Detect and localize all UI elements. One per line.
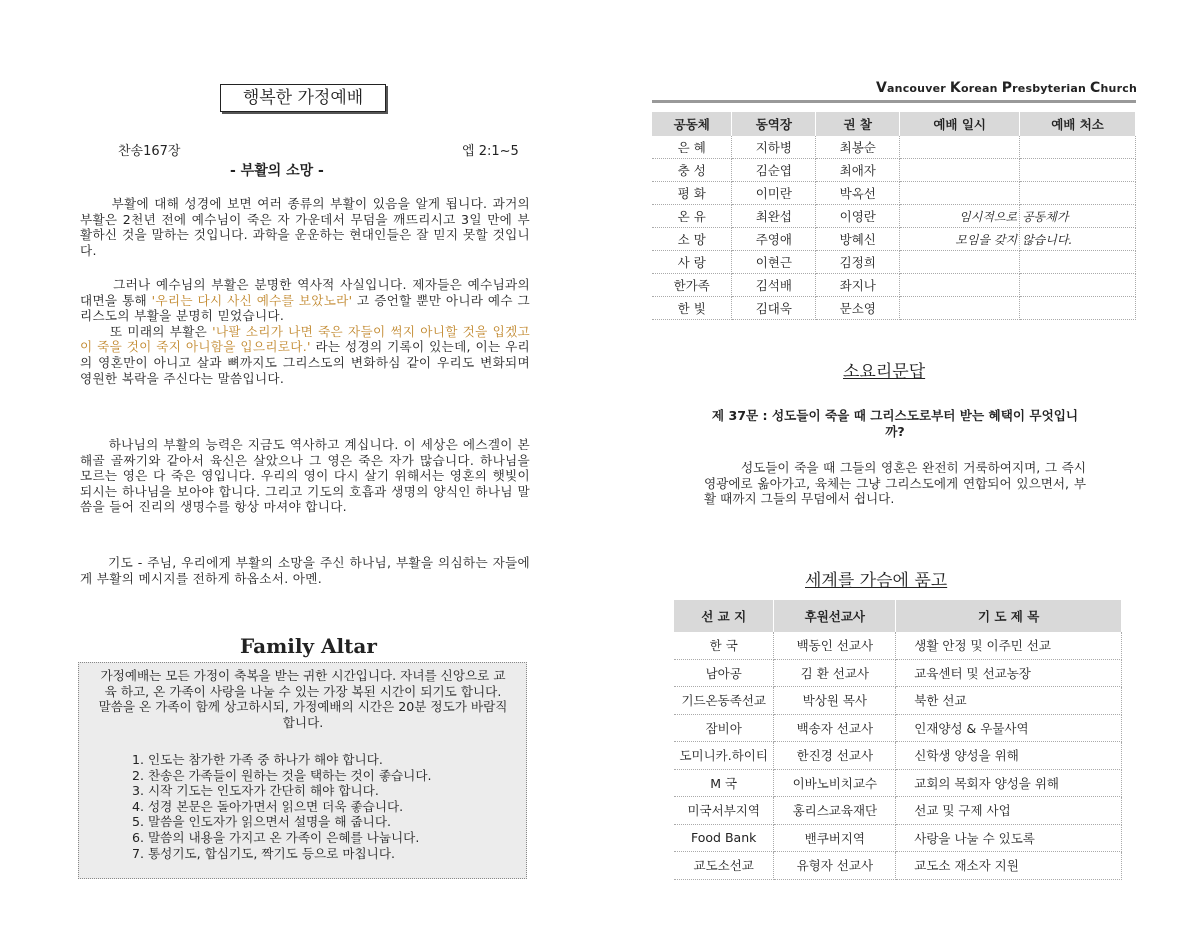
table-row: [674, 797, 1122, 825]
list-item: 2. 찬송은 가족들이 원하는 것을 택하는 것이 좋습니다.: [132, 767, 432, 783]
table-cell: 문소영: [816, 297, 900, 320]
world-mission-title: 세계를 가슴에 품고: [805, 571, 948, 591]
table-row: [652, 205, 1136, 228]
table-cell: 공동체가: [1020, 205, 1136, 228]
table-cell: 미국서부지역: [674, 797, 774, 825]
sermon-paragraph-3: [80, 437, 530, 515]
church-initial: P: [1001, 80, 1013, 96]
table-cell: 최봉순: [816, 136, 900, 159]
table-row: [652, 159, 1136, 182]
table-row: [652, 297, 1136, 320]
table-row: [674, 824, 1122, 852]
table-cell: 사 랑: [652, 251, 732, 274]
church-word: orean: [960, 82, 1002, 95]
table-cell: 밴쿠버지역: [774, 824, 896, 852]
table-cell: [1020, 297, 1136, 320]
table-cell: [1020, 159, 1136, 182]
table-cell: 박상원 목사: [774, 687, 896, 715]
table-cell: 신학생 양성을 위해: [896, 742, 1122, 770]
table-cell: [900, 136, 1020, 159]
table-cell: 최완섭: [732, 205, 816, 228]
church-initial: C: [1090, 80, 1101, 96]
answer-text: 성도들이 죽을 때 그들의 영혼은 완전히 거룩하여지며, 그 즉시 영광에로 옮아가고, 육체는 그냥 그리스도에게 연합되어 있으면서, 부활 때까지 그들의 무덤에서 쉽니다.: [704, 460, 1087, 507]
table-row: [674, 852, 1122, 880]
table-cell: 이바노비치교수: [774, 769, 896, 797]
table-cell: 기드온동족선교: [674, 687, 774, 715]
sermon-title: - 부활의 소망 -: [230, 163, 324, 179]
paragraph-text: 또 미래의 부활은: [109, 323, 213, 339]
column-header: 권 찰: [816, 112, 900, 136]
column-header: 선 교 지: [674, 600, 774, 632]
quoted-scripture: '우리는 다시 사신 예수를 보았노라': [151, 292, 353, 308]
table-cell: 주영애: [732, 228, 816, 251]
catechism-answer: [704, 460, 1086, 507]
table-cell: 유형자 선교사: [774, 852, 896, 880]
sermon-paragraph-2: [80, 277, 530, 386]
table-row: [652, 274, 1136, 297]
table-cell: [900, 159, 1020, 182]
column-header: 예배 일시: [900, 112, 1020, 136]
table-cell: 교육센터 및 선교농장: [896, 659, 1122, 687]
scripture-reference: 엡 2:1~5: [462, 144, 519, 159]
family-altar-intro: 가정예배는 모든 가정이 축복을 받는 귀한 시간입니다. 자녀를 신앙으로 교육 하고, 온 가족이 사랑을 나눌 수 있는 가장 복된 시간이 되기도 합니다. 말씀을 온 가족이 함께 상고하시되, 가정예배의 시간은 20분 정도가 바람직합니다.: [98, 668, 508, 730]
table-cell: 사랑을 나눌 수 있도록: [896, 824, 1122, 852]
table-header-row: [652, 112, 1136, 136]
table-cell: 한진경 선교사: [774, 742, 896, 770]
family-altar-list: [132, 752, 432, 861]
table-cell: 홍리스교육재단: [774, 797, 896, 825]
table-cell: 김순엽: [732, 159, 816, 182]
page-title: 행복한 가정예배: [220, 84, 386, 112]
table-cell: 이현근: [732, 251, 816, 274]
table-cell: 생활 안정 및 이주민 선교: [896, 632, 1122, 659]
table-cell: [900, 297, 1020, 320]
table-cell: 교회의 목회자 양성을 위해: [896, 769, 1122, 797]
table-cell: 이미란: [732, 182, 816, 205]
table-cell: 김 환 선교사: [774, 659, 896, 687]
table-cell: 평 화: [652, 182, 732, 205]
family-altar-title: Family Altar: [240, 634, 377, 658]
church-word: ancouver: [887, 82, 950, 95]
hymn-number: 찬송167장: [118, 144, 181, 159]
prayer-paragraph: [80, 555, 530, 586]
table-row: [674, 632, 1122, 659]
table-cell: 방혜신: [816, 228, 900, 251]
table-cell: 한 빛: [652, 297, 732, 320]
table-header-row: [674, 600, 1122, 632]
church-word: hurch: [1100, 82, 1137, 95]
column-header: 공동체: [652, 112, 732, 136]
table-cell: 북한 선교: [896, 687, 1122, 715]
table-cell: 김석배: [732, 274, 816, 297]
table-row: [652, 228, 1136, 251]
header-divider: [652, 100, 1136, 103]
table-cell: 충 성: [652, 159, 732, 182]
community-table: [652, 112, 1136, 320]
table-cell: 임시적으로: [900, 205, 1020, 228]
column-header: 동역장: [732, 112, 816, 136]
paragraph-text: 라는 성경의 기록이 있는데, 이는 우리의 영혼만이 아니고 살과 뼈까지도 그리스도의 변화하심 같이 우리도 변화되며 영원한 복락을 주신다는 말씀입니다.: [80, 339, 531, 386]
table-row: [674, 714, 1122, 742]
column-header: 후원선교사: [774, 600, 896, 632]
church-initial: V: [876, 80, 888, 96]
table-cell: 김대욱: [732, 297, 816, 320]
table-cell: Food Bank: [674, 824, 774, 852]
catechism-question: 제 37문 : 성도들이 죽을 때 그리스도로부터 받는 혜택이 무엇입니까?: [711, 408, 1079, 439]
table-cell: 잠비아: [674, 714, 774, 742]
table-cell: [1020, 136, 1136, 159]
table-cell: 김정희: [816, 251, 900, 274]
table-cell: 백송자 선교사: [774, 714, 896, 742]
list-item: 6. 말씀의 내용을 가지고 온 가족이 은혜를 나눕니다.: [132, 829, 420, 845]
table-cell: 소 망: [652, 228, 732, 251]
sermon-paragraph-1: [80, 196, 530, 258]
table-cell: 좌지나: [816, 274, 900, 297]
table-cell: 모임을 갖지: [900, 228, 1020, 251]
table-cell: 남아공: [674, 659, 774, 687]
table-cell: 교도소선교: [674, 852, 774, 880]
column-header: 예배 처소: [1020, 112, 1136, 136]
table-cell: 최애자: [816, 159, 900, 182]
table-cell: 않습니다.: [1020, 228, 1136, 251]
paragraph-text: 고 증언할 뿐만 아니라 예수 그리스도의 부활을 분명히 믿었습니다.: [80, 292, 530, 324]
quoted-scripture: '나팔 소리가 나면 죽은 자들이 썩지 아니할 것을 입겠고 이 죽을 것이 죽지 아니함을 입으리로다.': [80, 323, 530, 355]
table-cell: 한 국: [674, 632, 774, 659]
table-cell: 지하병: [732, 136, 816, 159]
paragraph-text: 하나님의 부활의 능력은 지금도 역사하고 계십니다. 이 세상은 에스겔이 본 해골 골짜기와 같아서 육신은 살았으나 그 영은 죽은 자가 많습니다. 하나님을 모르는 영은 다 죽은 영입니다. 우리의 영이 다시 살기 위해서는 영혼의 햇빛이 되시는 하나님을 보아야 합니다. 그리고 기도의 호흡과 생명의 양식인 하나님 말씀을 들어 진리의 생명수를 항상 마셔야 합니다.: [80, 437, 531, 515]
table-cell: 한가족: [652, 274, 732, 297]
table-cell: [1020, 274, 1136, 297]
table-cell: [1020, 182, 1136, 205]
table-cell: 도미니카.하이티: [674, 742, 774, 770]
list-item: 3. 시작 기도는 인도자가 간단히 해야 합니다.: [132, 783, 379, 799]
paragraph-text: 부활에 대해 성경에 보면 여러 종류의 부활이 있음을 알게 됩니다. 과거의 부활은 2천년 전에 예수님이 죽은 자 가운데서 무덤을 깨뜨리시고 3일 만에 부활하신 것을 말하는 것입니다. 과학을 운운하는 현대인들은 잘 믿지 못할 것입니다.: [80, 196, 530, 258]
table-cell: [1020, 251, 1136, 274]
table-row: [674, 769, 1122, 797]
table-row: [652, 251, 1136, 274]
table-cell: 은 혜: [652, 136, 732, 159]
table-row: [674, 659, 1122, 687]
list-item: 4. 성경 본문은 돌아가면서 읽으면 더욱 좋습니다.: [132, 798, 404, 814]
table-cell: [900, 274, 1020, 297]
table-cell: 교도소 재소자 지원: [896, 852, 1122, 880]
table-cell: 이영란: [816, 205, 900, 228]
table-cell: 온 유: [652, 205, 732, 228]
table-cell: 박옥선: [816, 182, 900, 205]
list-item: 7. 통성기도, 합심기도, 짝기도 등으로 마칩니다.: [132, 845, 396, 861]
paragraph-text: 그러나 예수님의 부활은 분명한 역사적 사실입니다. 제자들은 예수님과의 대면을 통해: [80, 277, 530, 308]
column-header: 기 도 제 목: [896, 600, 1122, 632]
church-word: resbyterian: [1012, 82, 1091, 95]
list-item: 1. 인도는 참가한 가족 중 하나가 해야 합니다.: [132, 752, 383, 767]
church-initial: K: [949, 80, 961, 96]
table-row: [652, 182, 1136, 205]
table-cell: M 국: [674, 769, 774, 797]
list-item: 5. 말씀을 인도자가 읽으면서 설명을 해 줍니다.: [132, 814, 392, 830]
table-cell: 백동인 선교사: [774, 632, 896, 659]
table-cell: 인재양성 & 우물사역: [896, 714, 1122, 742]
table-row: [674, 742, 1122, 770]
table-cell: 선교 및 구제 사업: [896, 797, 1122, 825]
catechism-title: 소요리문답: [843, 362, 926, 382]
mission-table: [674, 600, 1122, 880]
church-name: [876, 80, 1137, 96]
table-cell: [900, 251, 1020, 274]
table-row: [674, 687, 1122, 715]
table-row: [652, 136, 1136, 159]
paragraph-text: 기도 - 주님, 우리에게 부활의 소망을 주신 하나님, 부활을 의심하는 자들에게 부활의 메시지를 전하게 하옵소서. 아멘.: [80, 555, 530, 586]
table-cell: [900, 182, 1020, 205]
